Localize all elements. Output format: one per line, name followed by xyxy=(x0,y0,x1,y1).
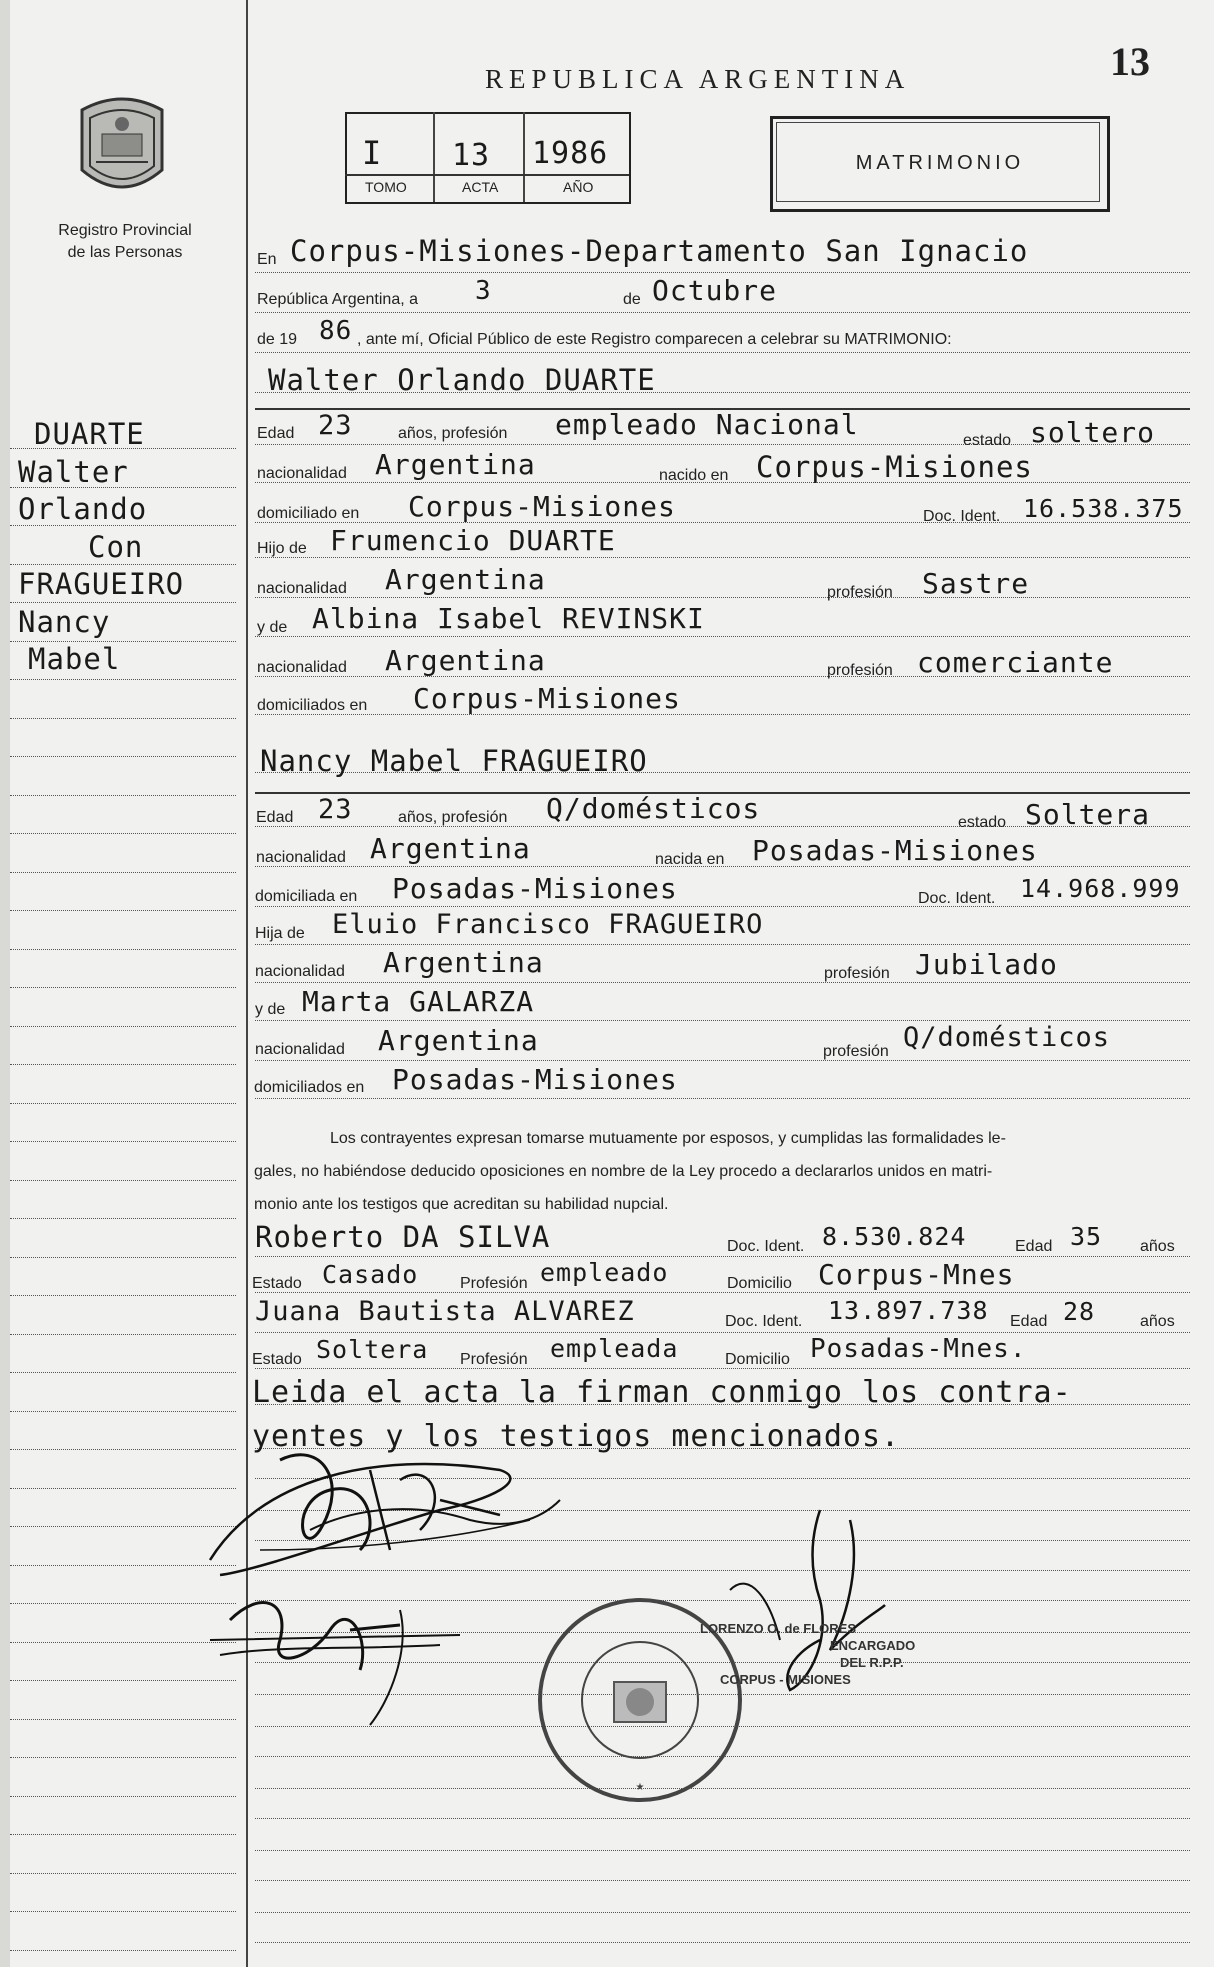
tomo-label: TOMO xyxy=(365,179,407,195)
witness2-age: 28 xyxy=(1063,1297,1096,1326)
witness2-estado-label: Estado xyxy=(252,1351,302,1368)
groom-mother-profession: comerciante xyxy=(917,646,1114,679)
stamp-line: DEL R.P.P. xyxy=(840,1655,904,1670)
marriage-day: 3 xyxy=(475,276,492,306)
groom-edad-label: Edad xyxy=(257,425,295,442)
body-rule xyxy=(255,272,1190,273)
margin-rule xyxy=(10,1950,236,1951)
margin-rule xyxy=(10,910,236,911)
groom-nacido-label: nacido en xyxy=(659,467,729,484)
ano-value: 1986 xyxy=(532,136,609,171)
bride-hija-label: Hija de xyxy=(255,925,305,942)
groom-estado-label: estado xyxy=(963,432,1012,449)
margin-note-line: Walter xyxy=(18,454,129,489)
groom-father-prof-label: profesión xyxy=(827,584,893,601)
svg-text:★: ★ xyxy=(635,1782,645,1793)
closing-line: yentes y los testigos mencionados. xyxy=(252,1419,901,1454)
margin-note-line: Con xyxy=(88,529,144,564)
body-rule xyxy=(255,557,1190,558)
groom-yde-label: y de xyxy=(257,619,288,636)
margin-rule xyxy=(10,1141,236,1142)
witness1-domicile: Corpus-Mnes xyxy=(818,1258,1015,1291)
body-rule xyxy=(255,1850,1190,1851)
intro-statement: , ante mí, Oficial Público de este Registro comparecen a celebrar su MATRIMONIO: xyxy=(357,331,952,348)
witness1-name: Roberto DA SILVA xyxy=(255,1220,551,1254)
witness1-edad-label: Edad xyxy=(1015,1238,1053,1255)
groom-birthplace: Corpus-Misiones xyxy=(756,450,1033,484)
bride-mother-prof-label: profesión xyxy=(823,1043,889,1060)
bride-father: Eluio Francisco FRAGUEIRO xyxy=(332,909,764,940)
groom-status: soltero xyxy=(1030,416,1156,449)
body-rule xyxy=(255,1256,1190,1257)
margin-note-line: DUARTE xyxy=(34,417,145,451)
bride-doc-label: Doc. Ident. xyxy=(918,890,996,907)
body-rule xyxy=(255,906,1190,907)
groom-domiciliado-label: domiciliado en xyxy=(257,505,360,522)
bride-status: Soltera xyxy=(1025,798,1151,831)
body-rule xyxy=(255,714,1190,715)
closing-line: Leida el acta la firman conmigo los contra- xyxy=(252,1375,1072,1410)
groom-profession: empleado Nacional xyxy=(555,408,859,441)
bride-name: Nancy Mabel FRAGUEIRO xyxy=(260,744,648,778)
margin-rule xyxy=(10,1026,236,1027)
bride-age: 23 xyxy=(318,794,353,825)
stamp-line: CORPUS - MISIONES xyxy=(720,1672,851,1687)
groom-father-nationality: Argentina xyxy=(385,563,546,596)
margin-rule xyxy=(10,1103,236,1104)
bride-birthplace: Posadas-Misiones xyxy=(752,834,1038,867)
witness1-domicilio-label: Domicilio xyxy=(727,1275,792,1292)
margin-rule xyxy=(10,1411,236,1412)
declaration-line: monio ante los testigos que acreditan su habilidad nupcial. xyxy=(254,1196,669,1213)
bride-domiciliada-label: domiciliada en xyxy=(255,888,358,905)
margin-rule xyxy=(10,679,236,680)
marriage-month: Octubre xyxy=(652,274,778,307)
groom-doc: 16.538.375 xyxy=(1023,494,1184,523)
margin-note-line: FRAGUEIRO xyxy=(18,567,185,601)
stamp-line: ENCARGADO xyxy=(830,1638,916,1653)
de19-label: de 19 xyxy=(257,331,298,348)
margin-rule xyxy=(10,1334,236,1335)
bride-parents-domicile: Posadas-Misiones xyxy=(392,1063,678,1096)
witness2-domicile: Posadas-Mnes. xyxy=(810,1334,1027,1364)
body-rule xyxy=(255,982,1190,983)
country-title: REPUBLICA ARGENTINA xyxy=(485,64,911,94)
de-label: de xyxy=(623,291,641,308)
margin-note-line: Mabel xyxy=(28,642,121,676)
margin-rule xyxy=(10,525,236,526)
box-divider xyxy=(433,112,435,202)
bride-nacida-label: nacida en xyxy=(655,851,725,868)
groom-doc-label: Doc. Ident. xyxy=(923,508,1001,525)
margin-rule xyxy=(10,949,236,950)
box-divider xyxy=(523,112,525,202)
bride-estado-label: estado xyxy=(958,814,1007,831)
bride-profession: Q/domésticos xyxy=(546,792,761,825)
margin-rule xyxy=(10,448,236,449)
bride-anos-profesion-label: años, profesión xyxy=(398,809,508,826)
bride-parents-dom-label: domiciliados en xyxy=(254,1079,365,1096)
body-rule xyxy=(255,944,1190,945)
margin-rule xyxy=(10,872,236,873)
margin-rule xyxy=(10,1911,236,1912)
witness2-status: Soltera xyxy=(316,1335,429,1364)
groom-nationality: Argentina xyxy=(375,448,536,481)
witness2-profession: empleada xyxy=(550,1334,679,1363)
groom-mother: Albina Isabel REVINSKI xyxy=(312,602,705,635)
bride-mother: Marta GALARZA xyxy=(302,985,535,1018)
body-rule xyxy=(255,636,1190,637)
bride-father-prof-label: profesión xyxy=(824,965,890,982)
body-rule xyxy=(255,1818,1190,1819)
margin-rule xyxy=(10,987,236,988)
body-rule xyxy=(255,1060,1190,1061)
witness2-doc-label: Doc. Ident. xyxy=(725,1313,803,1330)
bride-mother-nationality: Argentina xyxy=(378,1024,539,1057)
tomo-value: I xyxy=(362,134,383,172)
body-rule xyxy=(255,1098,1190,1099)
body-rule xyxy=(255,352,1190,353)
bride-mother-profession: Q/domésticos xyxy=(903,1022,1111,1053)
republica-label: República Argentina, a xyxy=(257,291,418,308)
witness2-anos-label: años xyxy=(1140,1313,1175,1330)
registry-title-line1: Registro Provincial xyxy=(58,222,192,239)
en-label: En xyxy=(257,251,277,268)
body-rule xyxy=(255,312,1190,313)
groom-mother-nat-label: nacionalidad xyxy=(257,659,347,676)
declaration-text xyxy=(254,1122,1184,1221)
groom-parents-domicile: Corpus-Misiones xyxy=(413,682,681,715)
witness1-age: 35 xyxy=(1070,1222,1103,1251)
groom-father-nat-label: nacionalidad xyxy=(257,580,347,597)
margin-rule xyxy=(10,833,236,834)
ano-label: AÑO xyxy=(563,179,594,195)
margin-rule xyxy=(10,641,236,642)
stamp-line: LORENZO O. de FLORES xyxy=(700,1621,857,1636)
margin-rule xyxy=(10,1796,236,1797)
margin-rule xyxy=(10,1295,236,1296)
bride-nacionalidad-label: nacionalidad xyxy=(256,849,346,866)
witness1-status: Casado xyxy=(322,1260,419,1289)
margin-rule xyxy=(10,1180,236,1181)
witness1-anos-label: años xyxy=(1140,1238,1175,1255)
declaration-line: gales, no habiéndose deducido oposiciones en nombre de la Ley procedo a declararlos unidos en matri- xyxy=(254,1163,993,1180)
margin-rule xyxy=(10,795,236,796)
margin-rule xyxy=(10,1064,236,1065)
groom-age: 23 xyxy=(318,410,353,441)
groom-father-profession: Sastre xyxy=(922,567,1030,600)
margin-rule xyxy=(10,1372,236,1373)
provincial-seal-icon xyxy=(74,92,170,202)
margin-rule xyxy=(10,756,236,757)
body-rule xyxy=(255,1880,1190,1881)
bride-edad-label: Edad xyxy=(256,809,294,826)
groom-mother-prof-label: profesión xyxy=(827,662,893,679)
groom-anos-profesion-label: años, profesión xyxy=(398,425,508,442)
declaration-line: Los contrayentes expresan tomarse mutuamente por esposos, y cumplidas las formalidades le- xyxy=(330,1130,1006,1147)
bride-nationality: Argentina xyxy=(370,832,531,865)
groom-father: Frumencio DUARTE xyxy=(330,524,616,557)
witness2-name: Juana Bautista ALVAREZ xyxy=(255,1296,635,1327)
marriage-place: Corpus-Misiones-Departamento San Ignacio xyxy=(290,234,1029,268)
margin-note-line: Orlando xyxy=(18,492,148,526)
body-rule xyxy=(255,1912,1190,1913)
marriage-year: 86 xyxy=(319,316,353,346)
body-rule xyxy=(255,1020,1190,1021)
body-rule xyxy=(255,597,1190,598)
margin-rule xyxy=(10,718,236,719)
margin-rule xyxy=(10,564,236,565)
groom-hijo-label: Hijo de xyxy=(257,540,307,557)
box-rule xyxy=(345,174,629,176)
margin-rule xyxy=(10,487,236,488)
bride-doc: 14.968.999 xyxy=(1020,874,1181,903)
acta-value: 13 xyxy=(452,138,491,173)
groom-name: Walter Orlando DUARTE xyxy=(268,363,656,397)
body-rule xyxy=(255,1292,1190,1293)
bride-yde-label: y de xyxy=(255,1001,286,1018)
page-number: 13 xyxy=(1110,39,1150,84)
groom-parents-dom-label: domiciliados en xyxy=(257,697,368,714)
body-rule xyxy=(255,1368,1190,1369)
witness1-doc: 8.530.824 xyxy=(822,1222,967,1251)
margin-rule xyxy=(10,602,236,603)
witness1-estado-label: Estado xyxy=(252,1275,302,1292)
margin-note xyxy=(18,416,184,679)
groom-nacionalidad-label: nacionalidad xyxy=(257,465,347,482)
margin-rule xyxy=(10,1757,236,1758)
margin-rule xyxy=(10,1873,236,1874)
witness2-doc: 13.897.738 xyxy=(828,1296,989,1325)
body-rule xyxy=(255,1332,1190,1333)
bride-domicile: Posadas-Misiones xyxy=(392,872,678,905)
registry-title-line2: de las Personas xyxy=(67,244,183,261)
witness1-profesion-label: Profesión xyxy=(460,1275,528,1292)
margin-rule xyxy=(10,1834,236,1835)
witness2-domicilio-label: Domicilio xyxy=(725,1351,790,1368)
acta-label: ACTA xyxy=(462,179,499,195)
groom-domicile: Corpus-Misiones xyxy=(408,490,676,523)
bride-father-profession: Jubilado xyxy=(915,948,1058,981)
bride-father-nationality: Argentina xyxy=(383,946,544,979)
witness2-profesion-label: Profesión xyxy=(460,1351,528,1368)
margin-note-line: Nancy xyxy=(18,604,111,639)
page-edge xyxy=(0,0,10,1967)
witness1-profession: empleado xyxy=(540,1258,669,1287)
witness1-doc-label: Doc. Ident. xyxy=(727,1238,805,1255)
margin-rule xyxy=(10,1257,236,1258)
margin-rule xyxy=(10,1218,236,1219)
official-stamp xyxy=(700,1620,915,1688)
bride-mother-nat-label: nacionalidad xyxy=(255,1041,345,1058)
record-type: MATRIMONIO xyxy=(855,152,1025,174)
groom-mother-nationality: Argentina xyxy=(385,644,546,677)
body-rule xyxy=(255,1942,1190,1943)
witness2-edad-label: Edad xyxy=(1010,1313,1048,1330)
bride-father-nat-label: nacionalidad xyxy=(255,963,345,980)
